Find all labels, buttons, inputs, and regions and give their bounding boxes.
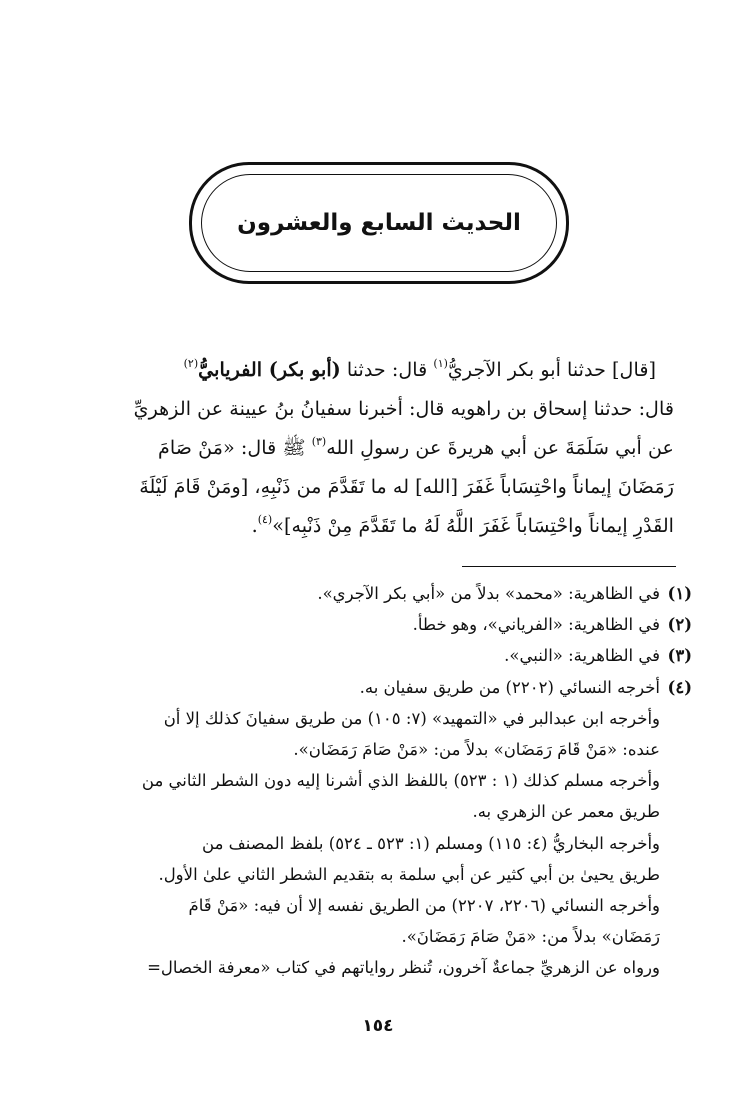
footnote-number: (١) (667, 584, 692, 603)
footnote-line: وأخرجه مسلم كذلك (١ : ٥٢٣) باللفظ الذي أشرنا إليه دون الشطر الثاني من (141, 771, 660, 791)
footnote-item (64, 640, 692, 671)
footnote-ref[interactable]: (٢) (183, 357, 199, 370)
footnote-text: أخرجه النسائي (٢٢٠٢) من طريق سفيان به. (359, 677, 660, 697)
footnote-text: في الظاهرية: «النبي». (504, 646, 660, 666)
footnote-line: عنده: «مَنْ قَامَ رَمَضَان» بدلاً من: «مَنْ صَامَ رَمَضَان». (293, 740, 660, 760)
narrator-name: (أبو بكر) الفريابيُّ (198, 358, 341, 381)
page-number: ١٥٤ (362, 1016, 394, 1036)
text-run: . (251, 514, 258, 537)
hadith-line: رَمَضَانَ إيماناً واحْتِسَاباً غَفَرَ [الله] له ما تَقَدَّمَ من ذَنْبِهِ، [ومَنْ قَامَ لَيْلَةَ (139, 475, 674, 498)
footnote-item (64, 578, 692, 609)
footnote-ref[interactable]: (٣) (311, 435, 327, 448)
footnote-text: في الظاهرية: «الفرياني»، وهو خطأ. (412, 615, 660, 635)
footnote-text: في الظاهرية: «محمد» بدلاً من «أبي بكر الآجري». (317, 584, 660, 603)
footnote-continuation (64, 703, 692, 984)
text-run: [قال] حدثنا أبو بكر الآجريُّ (447, 358, 656, 381)
text-run: قال: حدثنا (340, 358, 434, 381)
footnote-ref[interactable]: (١) (433, 357, 448, 370)
text-run: عن أبي سَلَمَةَ عن أبي هريرةَ عن رسولِ الله (326, 436, 674, 459)
hadith-line: قال: حدثنا إسحاق بن راهويه قال: أخبرنا سفيانُ بنُ عيينة عن الزهريِّ (133, 397, 674, 420)
hadith-text (64, 350, 674, 545)
footnote-line: وأخرجه البخاريُّ (٤: ١١٥) ومسلم (١: ٥٢٣ ـ ٥٢٤) بلفظ المصنف من (202, 833, 660, 853)
chapter-title: الحديث السابع والعشرون (237, 210, 521, 236)
hadith-line (64, 350, 674, 389)
chapter-title-frame (189, 162, 569, 284)
footnote-line: طريق معمر عن الزهري به. (472, 802, 660, 822)
text-run: ﷺ قال: «مَنْ صَامَ (158, 436, 312, 459)
text-run: القَدْرِ إيماناً واحْتِسَاباً غَفَرَ اللَّهُ لَهُ ما تَقَدَّمَ مِنْ ذَنْبِه]» (272, 514, 674, 537)
footnote-separator (462, 566, 676, 567)
footnote-line: ورواه عن الزهريِّ جماعةٌ آخرون، تُنظر رواياتهم في كتاب «معرفة الخصال= (147, 958, 660, 978)
footnote-line: وأخرجه ابن عبدالبر في «التمهيد» (٧: ١٠٥) من طريق سفيانَ كذلك إلا أن (163, 708, 660, 728)
footnote-line: رَمَضَان» بدلاً من: «مَنْ صَامَ رَمَضَانَ». (401, 927, 660, 947)
footnote-number: (٣) (667, 646, 692, 666)
footnote-item (64, 609, 692, 640)
footnote-line: طريق يحيىٰ بن أبي كثير عن أبي سلمة به بتقديم الشطر الثاني علىٰ الأول. (158, 864, 660, 884)
footnotes (64, 578, 692, 984)
chapter-title-inner-frame (201, 174, 557, 272)
footnote-line: وأخرجه النسائي (٢٢٠٦، ٢٢٠٧) من الطريق نفسه إلا أن فيه: «مَنْ قَامَ (188, 896, 660, 916)
footnote-item (64, 672, 692, 703)
hadith-line (64, 506, 674, 545)
hadith-line (64, 428, 674, 467)
footnote-ref[interactable]: (٤) (257, 513, 273, 526)
footnote-number: (٢) (667, 615, 692, 635)
footnote-number: (٤) (667, 677, 692, 697)
